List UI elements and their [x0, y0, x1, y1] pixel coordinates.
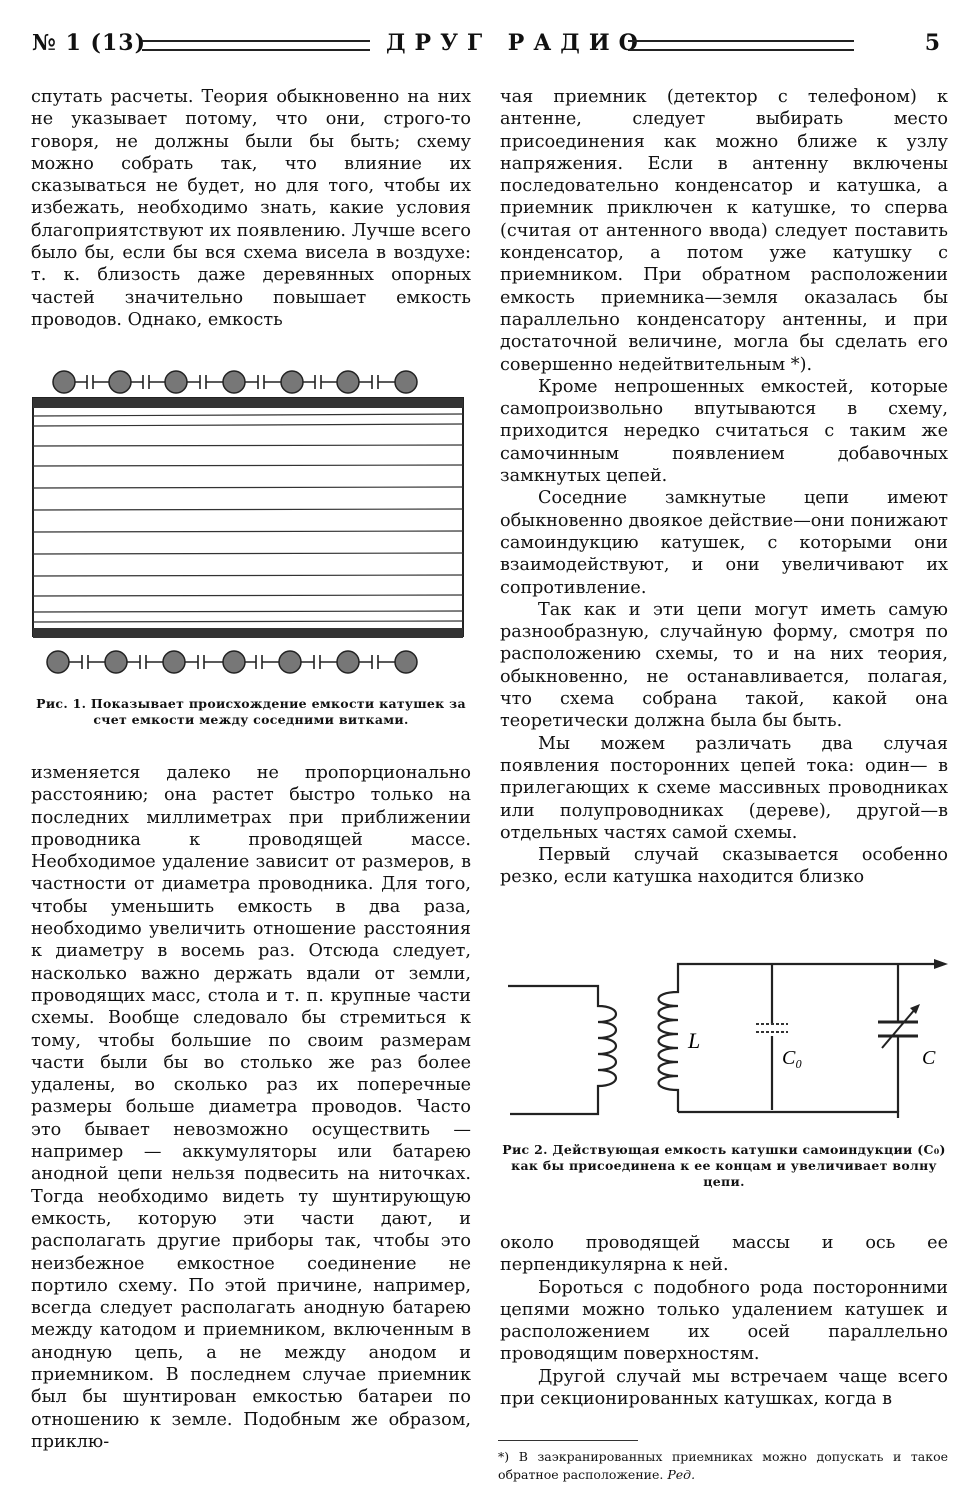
paragraph: Кроме непрошенных емкостей, которые самопроизвольно впутываются в схему, приходится нередко считаться с таким же самочинным появлением добавочных замкнутых цепей.	[500, 376, 948, 487]
figure-2-circuit	[500, 952, 960, 1132]
paragraph: около проводящей массы и ось ее перпендикулярна к ней.	[500, 1233, 948, 1276]
right-column-bottom	[500, 1232, 948, 1428]
coil-bottom-edge	[33, 628, 463, 638]
figure-2-caption: Рис 2. Действующая емкость катушки самоиндукции (C₀) как бы присоединена к ее концам и увеличивает волну цепи.	[502, 1142, 946, 1189]
paragraph: Первый случай сказывается особенно резко, если катушка находится близко	[500, 845, 948, 888]
journal-title: ДРУГ РАДИО	[386, 30, 647, 56]
arrow-head-icon	[934, 959, 948, 969]
primary-coil	[508, 986, 616, 1114]
footnote-editor: Ред.	[667, 1467, 696, 1482]
left-column-top	[31, 86, 471, 356]
footnote-text: *) В заэкранированных приемниках можно допускать и такое обратное расположение.	[498, 1449, 948, 1482]
page-number: 5	[924, 30, 940, 56]
top-wire	[678, 964, 940, 972]
figure-1-coil-capacitance	[30, 366, 470, 682]
bottom-wire	[678, 1112, 898, 1118]
paragraph: Соседние замкнутые цепи имеют обыкновенно двоякое действие—они понижают самоиндукцию катушек, с которыми они взаимодействуют, и они увеличивают их сопротивление.	[500, 488, 948, 598]
label-c0: C₀	[782, 1047, 803, 1069]
paragraph: Другой случай мы встречаем чаще всего при секционированных катушках, когда в	[500, 1366, 948, 1410]
coil-top-edge	[33, 398, 463, 408]
figure-1-caption: Рис. 1. Показывает происхождение емкости катушек за счет емкости между соседними витками.	[36, 696, 466, 727]
left-column-bottom	[31, 762, 471, 1484]
coil-body	[33, 398, 463, 636]
c0-capacitor	[756, 1024, 788, 1032]
paragraph: спутать расчеты. Теория обыкновенно на них не указывает потому, что они, строго-то говоря, не должны были бы быть; схему можно собрать так, что влияние их сказываться не будет, но для того, чтобы их избежать, необходимо знать, какие условия благоприятствуют их появлению. Лучше всего было бы, если бы вся схема висела в воздухе: т. к. близость даже деревянных опорных частей значительно повышает емкость проводов. Однако, емкость	[31, 87, 471, 330]
header-rule-right	[628, 40, 854, 51]
label-coil: L	[688, 1028, 701, 1053]
paragraph: изменяется далеко не пропорционально расстоянию; она растет быстро только на последних миллиметрах при приближении проводника к проводящей массе. Необходимое удаление зависит от размеров, в частности от диаметра проводника. Для того, чтобы уменьшить емкость в два раза, необходимо увеличить отношение расстояния к диаметру в восемь раз. Отсюда следует, насколько важно держать вдали от земли, проводящих масс, стола и т. п. крупные части схемы. Вообще следовало бы стремиться к тому, чтобы большие по своим размерам части были бы во столько же раз более удалены, во сколько раз их поперечные размеры больше диаметра проводов. Часто это бывает невозможно осуществить — например — аккумуляторы или батарею анодной цепи нельзя подвесить на ниточках. Тогда необходимо видеть ту шунтирующую емкость, которую эти части дают, и располагать другие приборы так, чтобы это неизбежное емкостное соединение не портило схему. По этой причине, например, всегда следует располагать анодную батарею между катодом и приемником, включенным в анодную цепь, а не между анодом и приемником. В последнем случае приемник был бы шунтирован емкостью батареи по отношению к земле. Подобным же образом, приклю-	[31, 763, 471, 1452]
issue-number: № 1 (13)	[32, 30, 146, 56]
footnote	[498, 1448, 948, 1484]
secondary-coil	[659, 972, 679, 1112]
label-c: C	[922, 1047, 936, 1069]
paragraph: Так как и эти цепи могут иметь самую разнообразную, случайную форму, смотря по расположению схемы, то и на них теория, обыкновенно, не останавливается, полагая, что схема собрана такой, какой она теоретически должна была бы быть.	[500, 599, 948, 732]
paragraph: Бороться с подобного рода посторонними цепями можно только удалением катушек и расположением их осей параллельно проводящим поверхностям.	[500, 1277, 948, 1365]
paragraph: чая приемник (детектор с телефоном) к антенне, следует выбирать место присоединения как можно ближе к узлу напряжения. Если в антенну включены последовательно конденсатор и катушка, а приемник приключен к катушке, то сперва (считая от антенного ввода) следует поставить конденсатор, а потом уже катушку с приемником. При обратном расположении емкость приемника—земля оказалась бы параллельно конденсатору антенны, и при достаточной величине, могла бы сделать его совершенно недейтвительным *).	[500, 87, 948, 375]
paragraph: Мы можем различать два случая появления посторонних цепей тока: один— в прилегающих к схеме массивных проводниках или полупроводниках (дереве), другой—в отдельных частях самой схемы.	[500, 733, 948, 843]
footnote-rule	[498, 1440, 638, 1441]
header-rule-left	[142, 40, 370, 51]
page-header	[30, 30, 944, 64]
right-column-top	[500, 86, 948, 938]
